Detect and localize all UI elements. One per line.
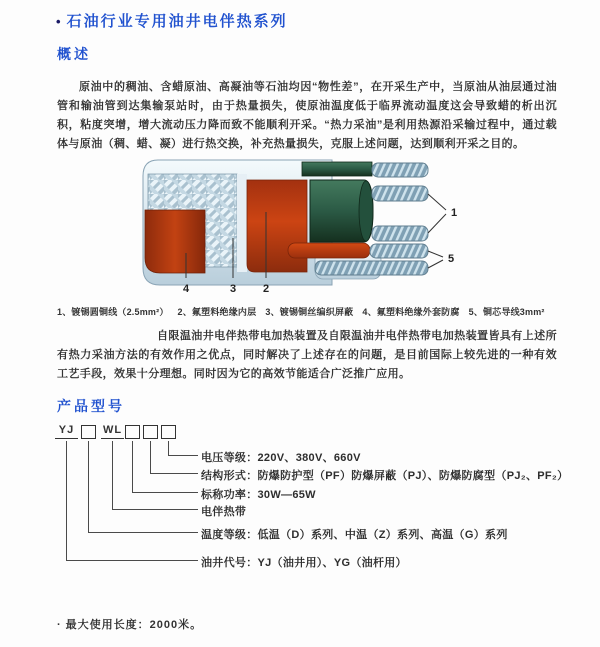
model-label-structure: 结构形式：防爆防护型（PF）防爆屏蔽（PJ）、防爆防腐型（PJ₂、PF₂） — [201, 470, 569, 482]
overview-paragraph-1: 原油中的稠油、含蜡原油、高凝油等石油均因“物性差”，在开采生产中，当原油从油层通过油管和输油管到达集输泵站时，由于热量损失，使原油温度低于临界流动温度这会导致蜡的析出沉积，粘度突增，增大流动压力降而致不能顺利开采。“热力采油”是利用热源沿采输过程中，通过载体与原油（稠、蜡、凝）进行热交换，补充热量损失，克服上述问题，达到顺利开采之目的。 — [57, 81, 557, 150]
section-heading-product-model: 产品型号 — [57, 398, 125, 414]
outer-jacket-layer — [145, 210, 205, 273]
overview-paragraph-2: 自限温油井电伴热带电加热装置及自限温油井电伴热带电加热装置皆具有上述所有热力采油方法的有效作用之优点，同时解决了上述存在的问题，是目前国际上较先进的一种有效工艺手段，效果十分理想。同时因为它的高效节能适合广泛推广应用。 — [57, 330, 557, 380]
diagram-caption — [57, 305, 577, 318]
diagram-label-4: 4 — [183, 283, 190, 295]
model-label-temperature: 温度等级：低温（D）系列、中温（Z）系列、高温（G）系列 — [201, 529, 508, 541]
caption-item: 3、镀锡铜丝编织屏蔽 — [265, 307, 354, 317]
page-title-text: 石油行业专用油井电伴热系列 — [66, 13, 288, 30]
stranded-wire-4 — [370, 244, 428, 258]
max-length-note — [57, 616, 202, 632]
model-code-wl: WL — [101, 424, 124, 439]
caption-item: 4、氟塑料绝缘外套防腐 — [362, 307, 460, 317]
caption-item: 2、氟塑料绝缘内层 — [177, 307, 257, 317]
diagram-label-1: 1 — [451, 207, 458, 219]
section-heading-overview: 概述 — [57, 46, 91, 62]
model-label-voltage: 电压等级：220V、380V、660V — [201, 452, 361, 464]
stranded-wire-5 — [315, 261, 428, 275]
heater-core — [310, 180, 373, 242]
diagram-label-5: 5 — [448, 253, 455, 265]
heater-core-top — [302, 162, 372, 176]
model-code-yj: YJ — [55, 424, 78, 439]
title-bullet-icon: • — [56, 14, 61, 29]
stranded-wire-2 — [372, 186, 428, 201]
red-conductor-body — [288, 243, 370, 258]
stranded-wire-3 — [372, 226, 428, 241]
caption-item: 1、镀锡圆铜线（2.5mm²） — [57, 307, 169, 317]
note-bullet-icon: · — [57, 619, 62, 631]
model-code-box-1 — [81, 425, 96, 439]
stranded-wire-1 — [372, 163, 428, 177]
model-code-diagram — [55, 424, 595, 599]
connector-line-well-code — [66, 441, 198, 561]
diagram-label-3: 3 — [230, 283, 237, 295]
model-code-box-3 — [143, 425, 158, 439]
inner-sheath-strip — [237, 174, 247, 272]
caption-item: 5、铜芯导线3mm² — [468, 307, 545, 317]
model-label-tape: 电伴热带 — [201, 506, 247, 518]
page-title — [56, 10, 288, 31]
max-length-note-text: 最大使用长度：2000米。 — [65, 619, 203, 631]
model-label-well-code: 油井代号：YJ（油井用）、YG（油杆用） — [201, 557, 407, 569]
model-code-box-4 — [161, 425, 176, 439]
diagram-label-2: 2 — [263, 283, 270, 295]
cable-cutaway-diagram — [80, 152, 480, 297]
model-label-power: 标称功率：30W—65W — [201, 489, 316, 501]
model-code-box-2 — [125, 425, 140, 439]
